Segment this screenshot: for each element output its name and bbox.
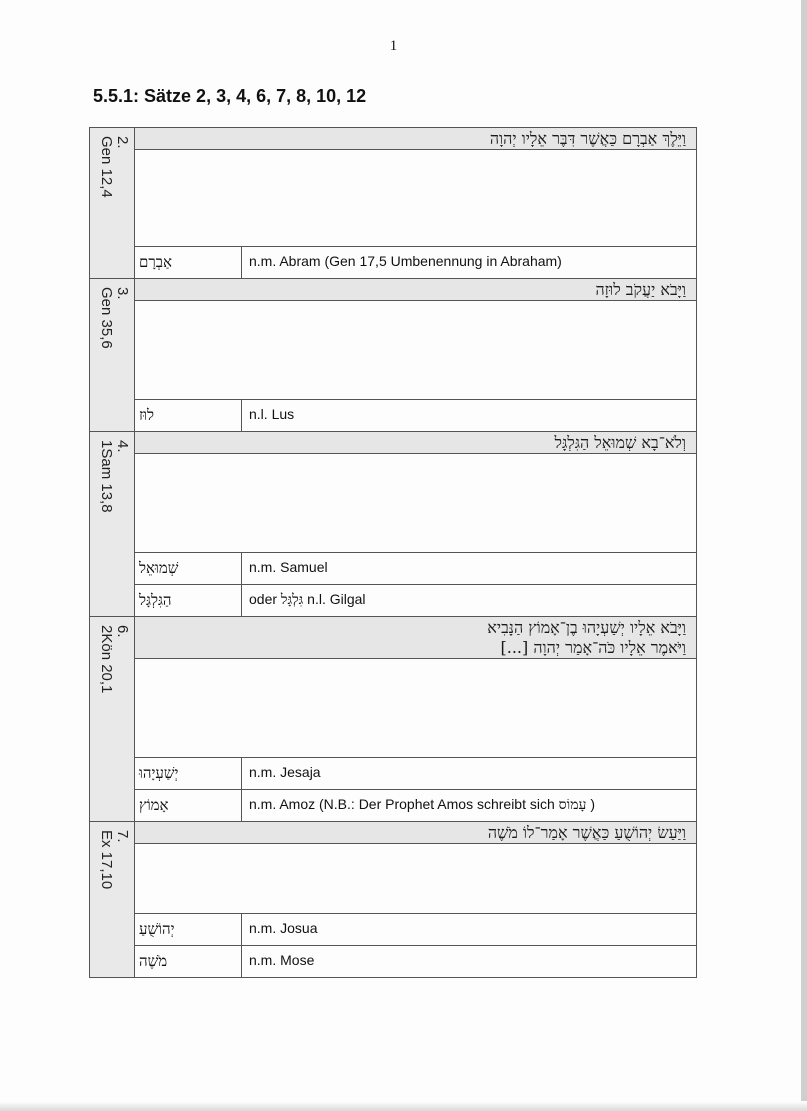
- vocab-gloss: n.m. Mose: [249, 952, 315, 968]
- bible-reference: 1Sam 13,8: [98, 440, 115, 513]
- vocab-gloss: n.m. Jesaja: [249, 764, 321, 780]
- reference-cell: [90, 128, 135, 278]
- reference-cell: [90, 617, 135, 821]
- page-edge: [801, 0, 807, 1111]
- vocab-row: [135, 553, 696, 585]
- vocab-hebrew: מֹשֶׁה: [135, 946, 242, 977]
- hebrew-verse: [135, 822, 696, 844]
- hebrew-verse: [135, 617, 696, 659]
- translation-space: [135, 659, 696, 758]
- vocab-row: [135, 914, 696, 946]
- translation-space: [135, 844, 696, 914]
- block-content: [135, 128, 696, 278]
- reference-cell: [90, 432, 135, 616]
- exercise-number: 2.: [114, 136, 131, 149]
- vocab-row: [135, 790, 696, 821]
- section-heading: 5.5.1: Sätze 2, 3, 4, 6, 7, 8, 10, 12: [93, 86, 367, 106]
- vocab-row: [135, 946, 696, 977]
- vocab-gloss: n.m. Samuel: [249, 559, 328, 575]
- bible-reference: Gen 35,6: [98, 287, 115, 349]
- block-content: [135, 279, 696, 431]
- vocab-gloss: n.l. Lus: [249, 406, 295, 422]
- translation-space: [135, 454, 696, 553]
- gloss-suffix: ): [590, 796, 596, 812]
- vocab-row: [135, 758, 696, 790]
- gloss-prefix: oder: [249, 591, 278, 607]
- hebrew-verse: [135, 279, 696, 301]
- verse-line: וְלֹא־בָא שְׁמוּאֵל הַגִּלְגָּל: [554, 433, 686, 452]
- exercise-block-7: [90, 822, 696, 978]
- hebrew-verse: [135, 432, 696, 454]
- reference-cell: [90, 279, 135, 431]
- vocab-hebrew: הַגִּלְגָּל: [135, 585, 242, 616]
- bible-reference: Ex 17,10: [98, 830, 115, 890]
- verse-line: וַיָּבֹא אֵלָיו יְשַׁעְיָהוּ בֶן־אָמוֹץ הַנָּבִיא: [487, 618, 686, 637]
- block-content: [135, 822, 696, 977]
- verse-line: וַיַּעַשׂ יְהוֹשֻׁעַ כַּאֲשֶׁר אָמַר־לוֹ מֹשֶׁה: [487, 823, 686, 842]
- page-number: 1: [389, 38, 398, 54]
- vocab-hebrew: לוּז: [135, 400, 242, 431]
- reference-label: [96, 440, 130, 630]
- vocab-hebrew: אַבְרָם: [135, 247, 242, 278]
- gloss-hebrew: עָמוֹס: [558, 797, 587, 813]
- verse-line: וַיֹּאמֶר אֵלָיו כֹּה־אָמַר יְהוָה [...]: [500, 638, 686, 657]
- page-shadow: [0, 1101, 807, 1111]
- vocab-row: [135, 247, 696, 278]
- gloss-text: n.m. Amoz (N.B.: Der Prophet Amos schreibt sich: [249, 796, 555, 812]
- reference-label: [96, 830, 130, 1020]
- reference-label: [96, 625, 130, 815]
- block-content: [135, 617, 696, 821]
- exercise-number: 3.: [114, 287, 131, 300]
- exercise-block-3: [90, 279, 696, 432]
- vocab-row: [135, 585, 696, 616]
- translation-space: [135, 301, 696, 400]
- gloss-text: n.l. Gilgal: [307, 591, 366, 607]
- vocab-hebrew: אָמוֹץ: [135, 790, 242, 821]
- exercise-block-2: [90, 128, 696, 279]
- reference-cell: [90, 822, 135, 977]
- block-content: [135, 432, 696, 616]
- bible-reference: 2Kön 20,1: [98, 625, 115, 694]
- vocab-gloss: n.m. Josua: [249, 920, 318, 936]
- bible-reference: Gen 12,4: [98, 136, 115, 198]
- vocab-gloss: [242, 790, 595, 821]
- exercise-number: 4.: [114, 440, 131, 453]
- vocab-row: [135, 400, 696, 431]
- gloss-hebrew: גִּלְגָּל: [280, 592, 304, 608]
- vocab-hebrew: שְׁמוּאֵל: [135, 553, 242, 584]
- verse-line: וַיָּבֹא יַעֲקֹב לוּזָה: [595, 280, 686, 299]
- vocab-gloss: n.m. Abram (Gen 17,5 Umbenennung in Abraham): [249, 253, 562, 269]
- vocab-hebrew: יְהוֹשֻׁעַ: [135, 914, 242, 945]
- exercise-table: [89, 127, 697, 978]
- translation-space: [135, 150, 696, 247]
- exercise-block-4: [90, 432, 696, 617]
- hebrew-verse: [135, 128, 696, 150]
- vocab-gloss: [242, 585, 366, 616]
- exercise-number: 7.: [114, 830, 131, 843]
- exercise-number: 6.: [114, 625, 131, 638]
- vocab-hebrew: יְשַׁעְיָהוּ: [135, 758, 242, 789]
- verse-line: וַיֵּלֶךְ אַבְרָם כַּאֲשֶׁר דִּבֶּר אֵלָיו יְהוָה: [489, 129, 686, 148]
- exercise-block-6: [90, 617, 696, 822]
